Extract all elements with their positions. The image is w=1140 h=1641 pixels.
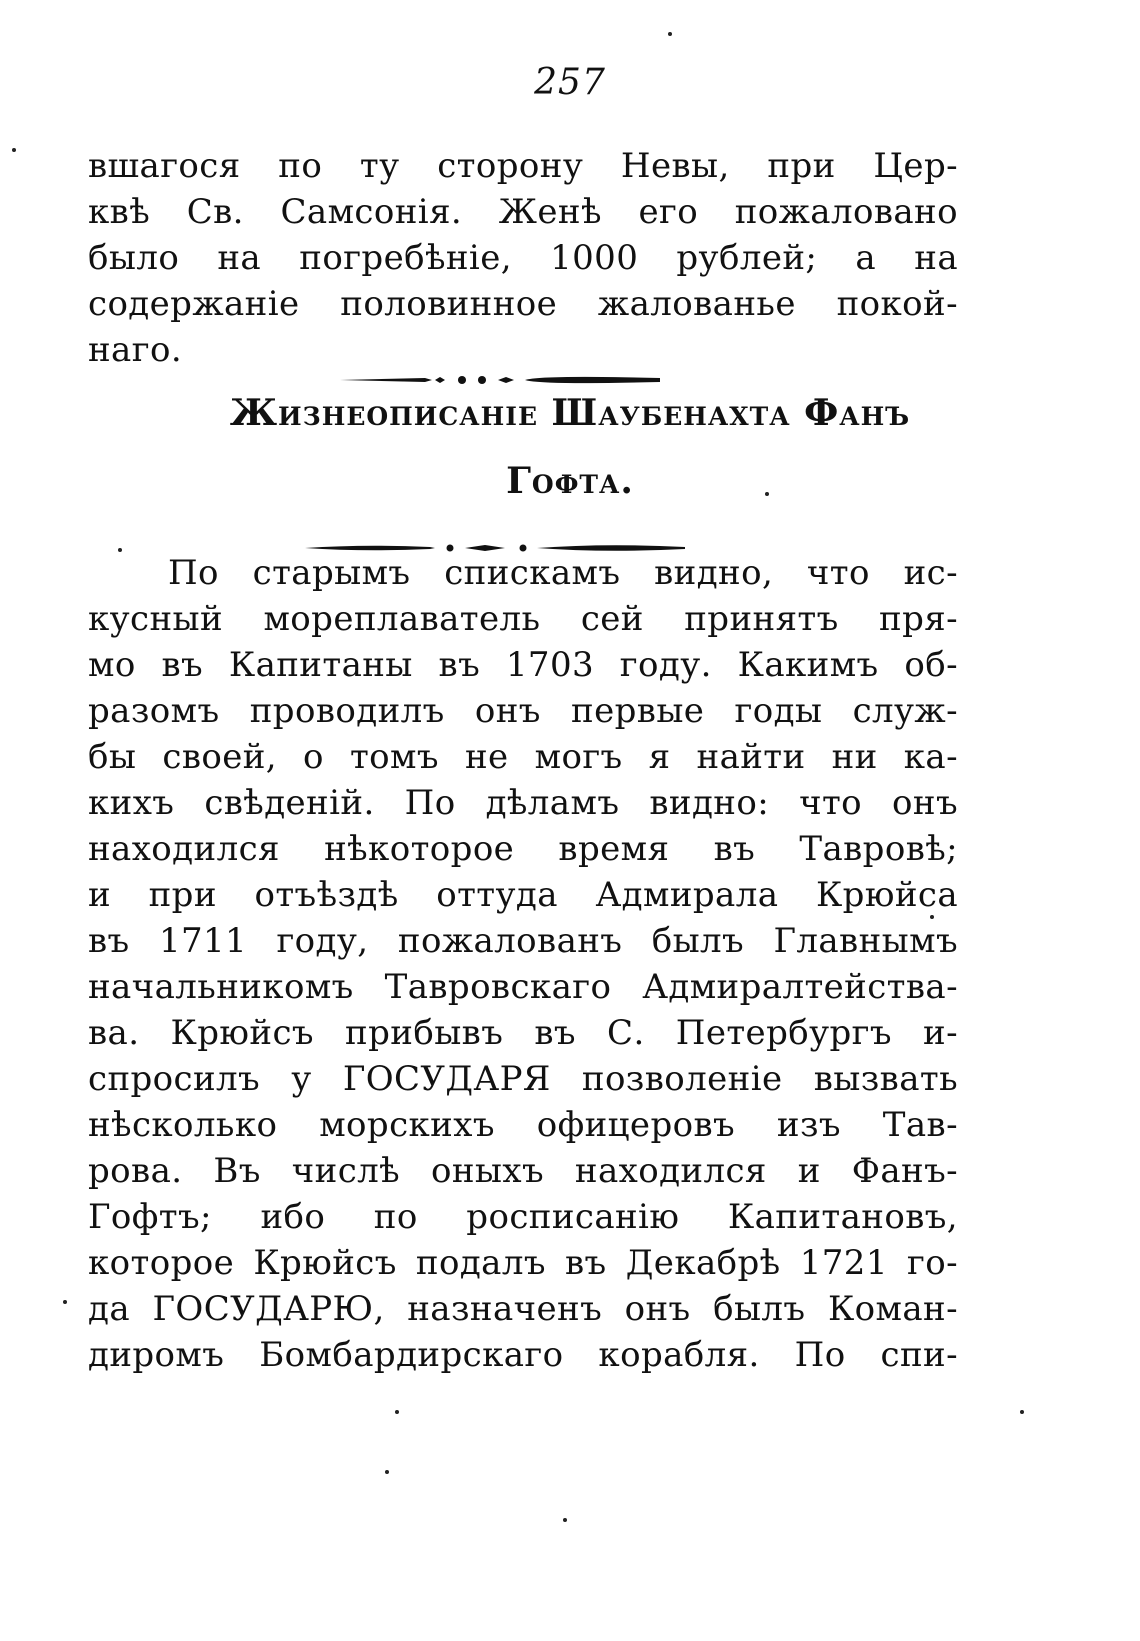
- scan-speck: [63, 1300, 67, 1304]
- text-line: квѣ Св. Самсонія. Женѣ его пожаловано: [88, 192, 958, 232]
- text-line: кихъ свѣденій. По дѣламъ видно: что онъ: [88, 783, 958, 823]
- scan-speck: [1020, 1410, 1024, 1414]
- text-line: начальникомъ Тавровскаго Адмиралтейства-: [88, 967, 958, 1007]
- text-line: По старымъ спискамъ видно, что ис-: [168, 553, 958, 593]
- text-line: находился нѣкоторое время въ Тавровѣ;: [88, 829, 958, 869]
- scan-speck: [563, 1518, 567, 1522]
- scan-speck: [118, 548, 122, 552]
- section-heading: [0, 392, 1140, 434]
- text-line: бы своей, о томъ не могъ я найти ни ка-: [88, 737, 958, 777]
- scan-speck: [385, 1470, 389, 1474]
- text-line: было на погребѣніе, 1000 рублей; а на: [88, 238, 958, 278]
- ornamental-divider-top: [340, 370, 660, 390]
- continuation-paragraph: [88, 143, 958, 373]
- main-paragraph: [88, 550, 958, 1378]
- scan-speck: [765, 492, 769, 496]
- text-line: и при отъѣздѣ оттуда Адмирала Крюйса: [88, 875, 958, 915]
- text-line: рова. Въ числѣ оныхъ находился и Фанъ-: [88, 1151, 958, 1191]
- page-number: 257: [534, 62, 606, 103]
- scan-speck: [668, 32, 672, 36]
- text-line: въ 1711 году, пожалованъ былъ Главнымъ: [88, 921, 958, 961]
- text-line: нѣсколько морскихъ офицеровъ изъ Тав-: [88, 1105, 958, 1145]
- text-line: да ГОСУДАРЮ, назначенъ онъ былъ Коман-: [88, 1289, 958, 1329]
- scan-speck: [395, 1410, 399, 1414]
- text-line: спросилъ у ГОСУДАРЯ позволеніе вызвать: [88, 1059, 958, 1099]
- heading-line-1: Жизнеописаніе Шаубенахта Фанъ: [229, 392, 911, 434]
- text-line: наго.: [88, 330, 183, 370]
- text-line: кусный мореплаватель сей принятъ пря-: [88, 599, 958, 639]
- text-line: которое Крюйсъ подалъ въ Декабрѣ 1721 го-: [88, 1243, 958, 1283]
- scan-speck: [930, 915, 934, 919]
- text-line: диромъ Бомбардирскаго корабля. По спи-: [88, 1335, 958, 1375]
- text-line: мо въ Капитаны въ 1703 году. Какимъ об-: [88, 645, 958, 685]
- text-line: разомъ проводилъ онъ первые годы служ-: [88, 691, 958, 731]
- scan-speck: [12, 148, 16, 152]
- text-line: ва. Крюйсъ прибывъ въ С. Петербургъ и-: [88, 1013, 958, 1053]
- text-line: Гофтъ; ибо по росписанію Капитановъ,: [88, 1197, 958, 1237]
- heading-line-2: Гофта.: [506, 460, 634, 502]
- text-line: вшагося по ту сторону Невы, при Цер-: [88, 146, 958, 186]
- text-line: содержаніе половинное жалованье покой-: [88, 284, 958, 324]
- section-heading-continued: [0, 460, 1140, 502]
